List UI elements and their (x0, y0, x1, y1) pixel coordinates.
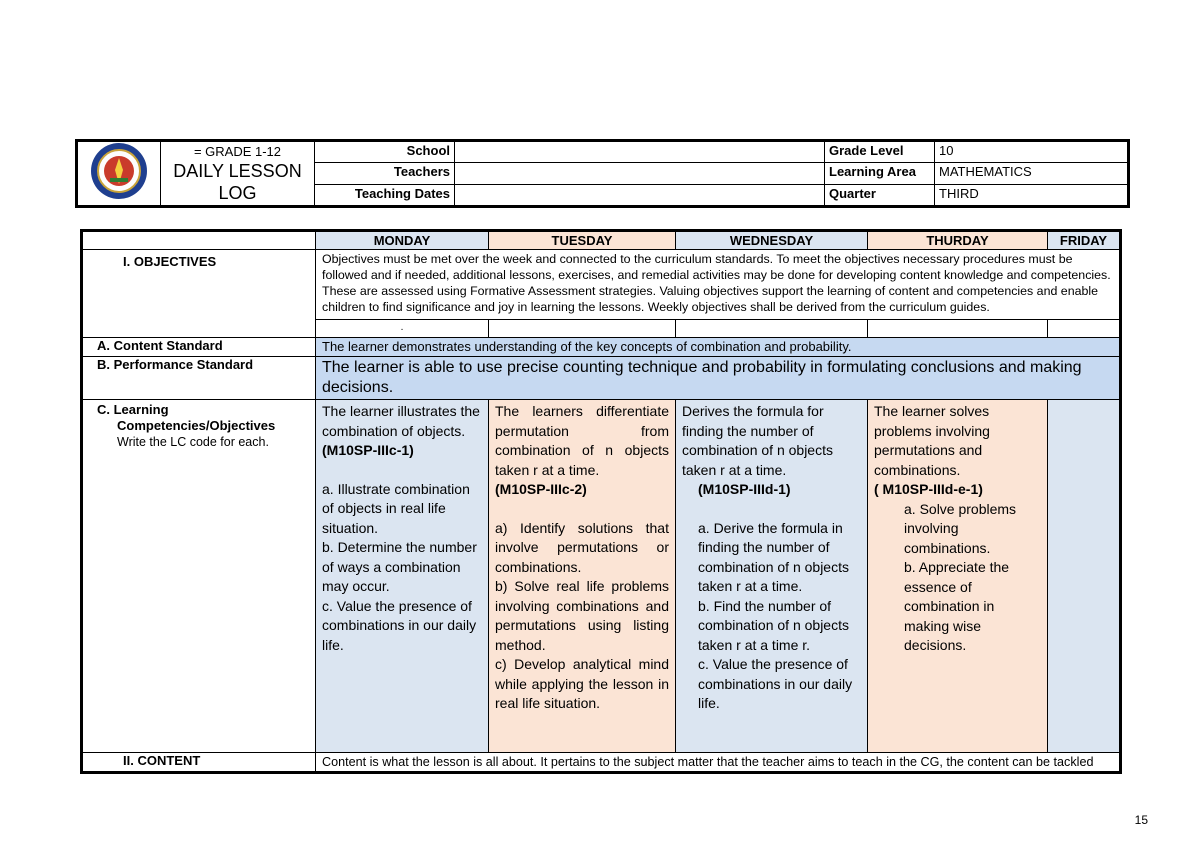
competencies-label-line-3: Write the LC code for each. (117, 435, 269, 449)
competencies-label-cell (82, 400, 316, 753)
tuesday-code: (M10SP-IIIc-2) (495, 481, 587, 497)
competency-wednesday (676, 400, 868, 753)
objectives-wednesday-cell[interactable] (676, 320, 868, 338)
tuesday-item-b: b) Solve real life problems involving combinations and permutations using listing method. (495, 578, 669, 653)
quarter-value[interactable]: THIRD (935, 184, 1129, 206)
page-number: 15 (1134, 813, 1148, 827)
logo-cell (77, 141, 161, 207)
monday-item-a: a. Illustrate combination of objects in real life situation. (322, 480, 470, 536)
thursday-code: ( M10SP-IIId-e-1) (874, 481, 983, 497)
wednesday-item-a: a. Derive the formula in finding the number of combination of n objects taken r at a time. (698, 519, 849, 594)
competency-friday[interactable] (1048, 400, 1121, 753)
teaching-dates-label: Teaching Dates (315, 184, 455, 206)
title-line-2: LOG (218, 182, 257, 203)
tuesday-item-a: a) Identify solutions that involve permutations or combinations. (495, 519, 669, 575)
day-header-friday: FRIDAY (1048, 231, 1121, 250)
day-header-tuesday: TUESDAY (489, 231, 676, 250)
content-text: Content is what the lesson is all about. It pertains to the subject matter that the teacher aims to teach in the CG, the content can be tackled (316, 753, 1121, 773)
tuesday-intro: The learners differentiate permutation from combination of n objects taken r at a time. (495, 403, 669, 478)
objectives-tuesday-cell[interactable] (489, 320, 676, 338)
learning-area-label: Learning Area (825, 163, 935, 184)
monday-item-b: b. Determine the number of ways a combination may occur. (322, 539, 477, 594)
objectives-text: Objectives must be met over the week and connected to the curriculum standards. To meet the objectives necessary procedures must be followed and if needed, additional lessons, exercises, and remedial activities may be done for developing content knowledge and competencies. These are assessed using Formative Assessment strategies. Valuing objectives support the learning of content and competencies and enable children to find significance and joy in learning the lessons. Weekly objectives shall be derived from the curriculum guides. (316, 250, 1121, 320)
day-header-thursday: THURDAY (868, 231, 1048, 250)
teachers-value[interactable] (455, 163, 825, 184)
day-header-monday: MONDAY (316, 231, 489, 250)
competencies-label-line-1: C. Learning (97, 402, 169, 417)
competencies-label-line-2: Competencies/Objectives (117, 418, 276, 433)
grade-level-value[interactable]: 10 (935, 141, 1129, 163)
title-line-1: DAILY LESSON (173, 160, 302, 181)
learning-area-value[interactable]: MATHEMATICS (935, 163, 1129, 184)
grade-level-label: Grade Level (825, 141, 935, 163)
content-label: II. CONTENT (82, 753, 316, 773)
competency-thursday (868, 400, 1048, 753)
wednesday-intro: Derives the formula for finding the number of combination of n objects taken r at a time. (682, 403, 833, 478)
content-standard-label: A. Content Standard (82, 338, 316, 357)
competency-tuesday (489, 400, 676, 753)
school-value[interactable] (455, 141, 825, 163)
day-header-wednesday: WEDNESDAY (676, 231, 868, 250)
teaching-dates-value[interactable] (455, 184, 825, 206)
performance-standard-text: The learner is able to use precise counting technique and probability in formulating conclusions and making decisions. (316, 357, 1121, 400)
wednesday-item-b: b. Find the number of combination of n objects taken r at a time r. (698, 597, 849, 653)
competency-monday (316, 400, 489, 753)
performance-standard-label: B. Performance Standard (82, 357, 316, 400)
wednesday-item-c: c. Value the presence of combinations in our daily life. (698, 656, 853, 711)
deped-seal-logo (90, 142, 148, 200)
monday-code: (M10SP-IIIc-1) (322, 442, 414, 458)
thursday-intro: The learner solves problems involving permutations and combinations. (874, 403, 990, 478)
thursday-item-a: a. Solve problems involving combinations. (904, 500, 1017, 556)
content-standard-text: The learner demonstrates understanding of the key concepts of combination and probability. (316, 338, 1121, 357)
grade-range: = GRADE 1-12 (193, 143, 282, 159)
objectives-label: I. OBJECTIVES (82, 250, 316, 338)
monday-intro: The learner illustrates the combination of objects. (322, 403, 480, 439)
lesson-table (80, 229, 1122, 774)
thursday-item-b: b. Appreciate the essence of combination in making wise decisions. (904, 559, 1010, 653)
objectives-monday-cell[interactable]: . (316, 320, 489, 338)
wednesday-code: (M10SP-IIId-1) (698, 481, 791, 497)
teachers-label: Teachers (315, 163, 455, 184)
tuesday-item-c: c) Develop analytical mind while applying the lesson in real life situation. (495, 656, 669, 711)
corner-cell (82, 231, 316, 250)
title-cell (161, 141, 315, 207)
quarter-label: Quarter (825, 184, 935, 206)
school-label: School (315, 141, 455, 163)
objectives-thursday-cell[interactable] (868, 320, 1048, 338)
monday-item-c: c. Value the presence of combinations in our daily life. (322, 597, 477, 653)
objectives-friday-cell[interactable] (1048, 320, 1121, 338)
header-table (75, 139, 1130, 208)
